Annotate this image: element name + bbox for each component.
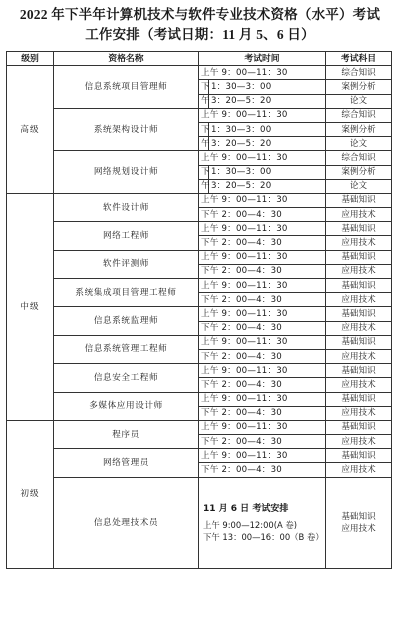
subject: 应用技术 (326, 378, 392, 392)
time-pm1: 1：30—3：00 (209, 80, 326, 94)
qual-name: 软件评测师 (54, 250, 199, 278)
table-row (7, 279, 392, 293)
subject: 综合知识 (326, 66, 392, 80)
subject: 基础知识 (326, 364, 392, 378)
pm-suffix: 午 (199, 179, 209, 193)
special-time-pm: 下午 13：00—16：00（B 卷） (203, 531, 324, 542)
time-pm: 下午 2：00—4：30 (199, 208, 326, 222)
pm-prefix: 下 (199, 122, 209, 136)
qual-name: 信息系统管理工程师 (54, 335, 199, 363)
table-row (7, 449, 392, 463)
qual-name: 信息处理技术员 (54, 477, 199, 568)
subject: 基础知识 (326, 307, 392, 321)
qual-name: 信息系统监理师 (54, 307, 199, 335)
qual-name: 信息系统项目管理师 (54, 66, 199, 109)
subject: 综合知识 (326, 151, 392, 165)
time-pm: 下午 2：00—4：30 (199, 406, 326, 420)
table-row (7, 335, 392, 349)
pm-suffix: 午 (199, 94, 209, 108)
time-am: 上午 9：00—11：30 (199, 364, 326, 378)
subject: 应用技术 (326, 264, 392, 278)
table-row (7, 66, 392, 80)
header-subject: 考试科目 (326, 52, 392, 66)
table-row (7, 477, 392, 568)
pm-prefix: 下 (199, 165, 209, 179)
subject: 论文 (326, 137, 392, 151)
subject: 基础知识 (326, 392, 392, 406)
special-schedule (199, 477, 326, 568)
subject: 应用技术 (326, 463, 392, 477)
pm-prefix: 下 (199, 80, 209, 94)
subject: 基础知识 (326, 193, 392, 207)
subject: 基础知识 (326, 449, 392, 463)
subject: 案例分析 (326, 80, 392, 94)
qual-name: 系统架构设计师 (54, 108, 199, 151)
table-row (7, 392, 392, 406)
subject: 应用技术 (341, 523, 376, 534)
table-row (7, 307, 392, 321)
qual-name: 信息安全工程师 (54, 364, 199, 392)
time-am: 上午 9：00—11：30 (199, 307, 326, 321)
time-am: 上午 9：00—11：30 (199, 335, 326, 349)
special-subjects (326, 477, 392, 568)
subject: 案例分析 (326, 165, 392, 179)
subject: 案例分析 (326, 122, 392, 136)
subject: 基础知识 (341, 511, 376, 522)
time-pm: 下午 2：00—4：30 (199, 321, 326, 335)
subject: 论文 (326, 94, 392, 108)
qual-name: 网络规划设计师 (54, 151, 199, 194)
document-title-line2: 工作安排（考试日期：11 月 5、6 日） (85, 27, 315, 42)
subject: 基础知识 (326, 222, 392, 236)
time-am: 上午 9：00—11：30 (199, 193, 326, 207)
subject: 应用技术 (326, 208, 392, 222)
subject: 基础知识 (326, 279, 392, 293)
time-am: 上午 9：00—11：30 (199, 250, 326, 264)
header-row (7, 52, 392, 66)
time-pm: 下午 2：00—4：30 (199, 435, 326, 449)
subject: 论文 (326, 179, 392, 193)
time-am: 上午 9：00—11：30 (199, 66, 326, 80)
time-am: 上午 9：00—11：30 (199, 222, 326, 236)
time-am: 上午 9：00—11：30 (199, 420, 326, 434)
qual-name: 多媒体应用设计师 (54, 392, 199, 420)
exam-schedule-table (6, 51, 392, 569)
time-am: 上午 9：00—11：30 (199, 108, 326, 122)
qual-name: 程序员 (54, 420, 199, 448)
level-intermediate: 中级 (7, 193, 54, 420)
document-title-line1: 2022 年下半年计算机技术与软件专业技术资格（水平）考试 (19, 7, 381, 22)
time-pm: 下午 2：00—4：30 (199, 264, 326, 278)
qual-name: 网络管理员 (54, 449, 199, 477)
subject: 应用技术 (326, 293, 392, 307)
subject: 应用技术 (326, 236, 392, 250)
time-am: 上午 9：00—11：30 (199, 449, 326, 463)
special-schedule-title: 11 月 6 日 考试安排 (203, 503, 289, 514)
header-level: 级别 (7, 52, 54, 66)
time-pm: 下午 2：00—4：30 (199, 293, 326, 307)
time-pm2: 3：20—5：20 (209, 179, 326, 193)
table-row (7, 364, 392, 378)
table-row (7, 151, 392, 165)
level-junior: 初级 (7, 420, 54, 568)
table-row (7, 193, 392, 207)
header-time: 考试时间 (199, 52, 326, 66)
time-pm2: 3：20—5：20 (209, 94, 326, 108)
subject: 应用技术 (326, 349, 392, 363)
level-advanced: 高级 (7, 66, 54, 194)
special-time-am: 上午 9:00—12:00(A 卷) (203, 519, 298, 530)
time-pm: 下午 2：00—4：30 (199, 236, 326, 250)
qual-name: 网络工程师 (54, 222, 199, 250)
subject: 应用技术 (326, 406, 392, 420)
subject: 基础知识 (326, 335, 392, 349)
header-qualification: 资格名称 (54, 52, 199, 66)
subject: 基础知识 (326, 250, 392, 264)
time-am: 上午 9：00—11：30 (199, 279, 326, 293)
time-pm: 下午 2：00—4：30 (199, 378, 326, 392)
time-pm1: 1：30—3：00 (209, 122, 326, 136)
subject: 应用技术 (326, 435, 392, 449)
time-pm: 下午 2：00—4：30 (199, 463, 326, 477)
time-am: 上午 9：00—11：30 (199, 392, 326, 406)
qual-name: 系统集成项目管理工程师 (54, 279, 199, 307)
table-row (7, 250, 392, 264)
time-pm1: 1：30—3：00 (209, 165, 326, 179)
table-row (7, 420, 392, 434)
subject: 综合知识 (326, 108, 392, 122)
subject: 基础知识 (326, 420, 392, 434)
table-row (7, 108, 392, 122)
subject: 应用技术 (326, 321, 392, 335)
time-pm: 下午 2：00—4：30 (199, 349, 326, 363)
time-am: 上午 9：00—11：30 (199, 151, 326, 165)
time-pm2: 3：20—5：20 (209, 137, 326, 151)
pm-suffix: 午 (199, 137, 209, 151)
table-row (7, 222, 392, 236)
qual-name: 软件设计师 (54, 193, 199, 221)
